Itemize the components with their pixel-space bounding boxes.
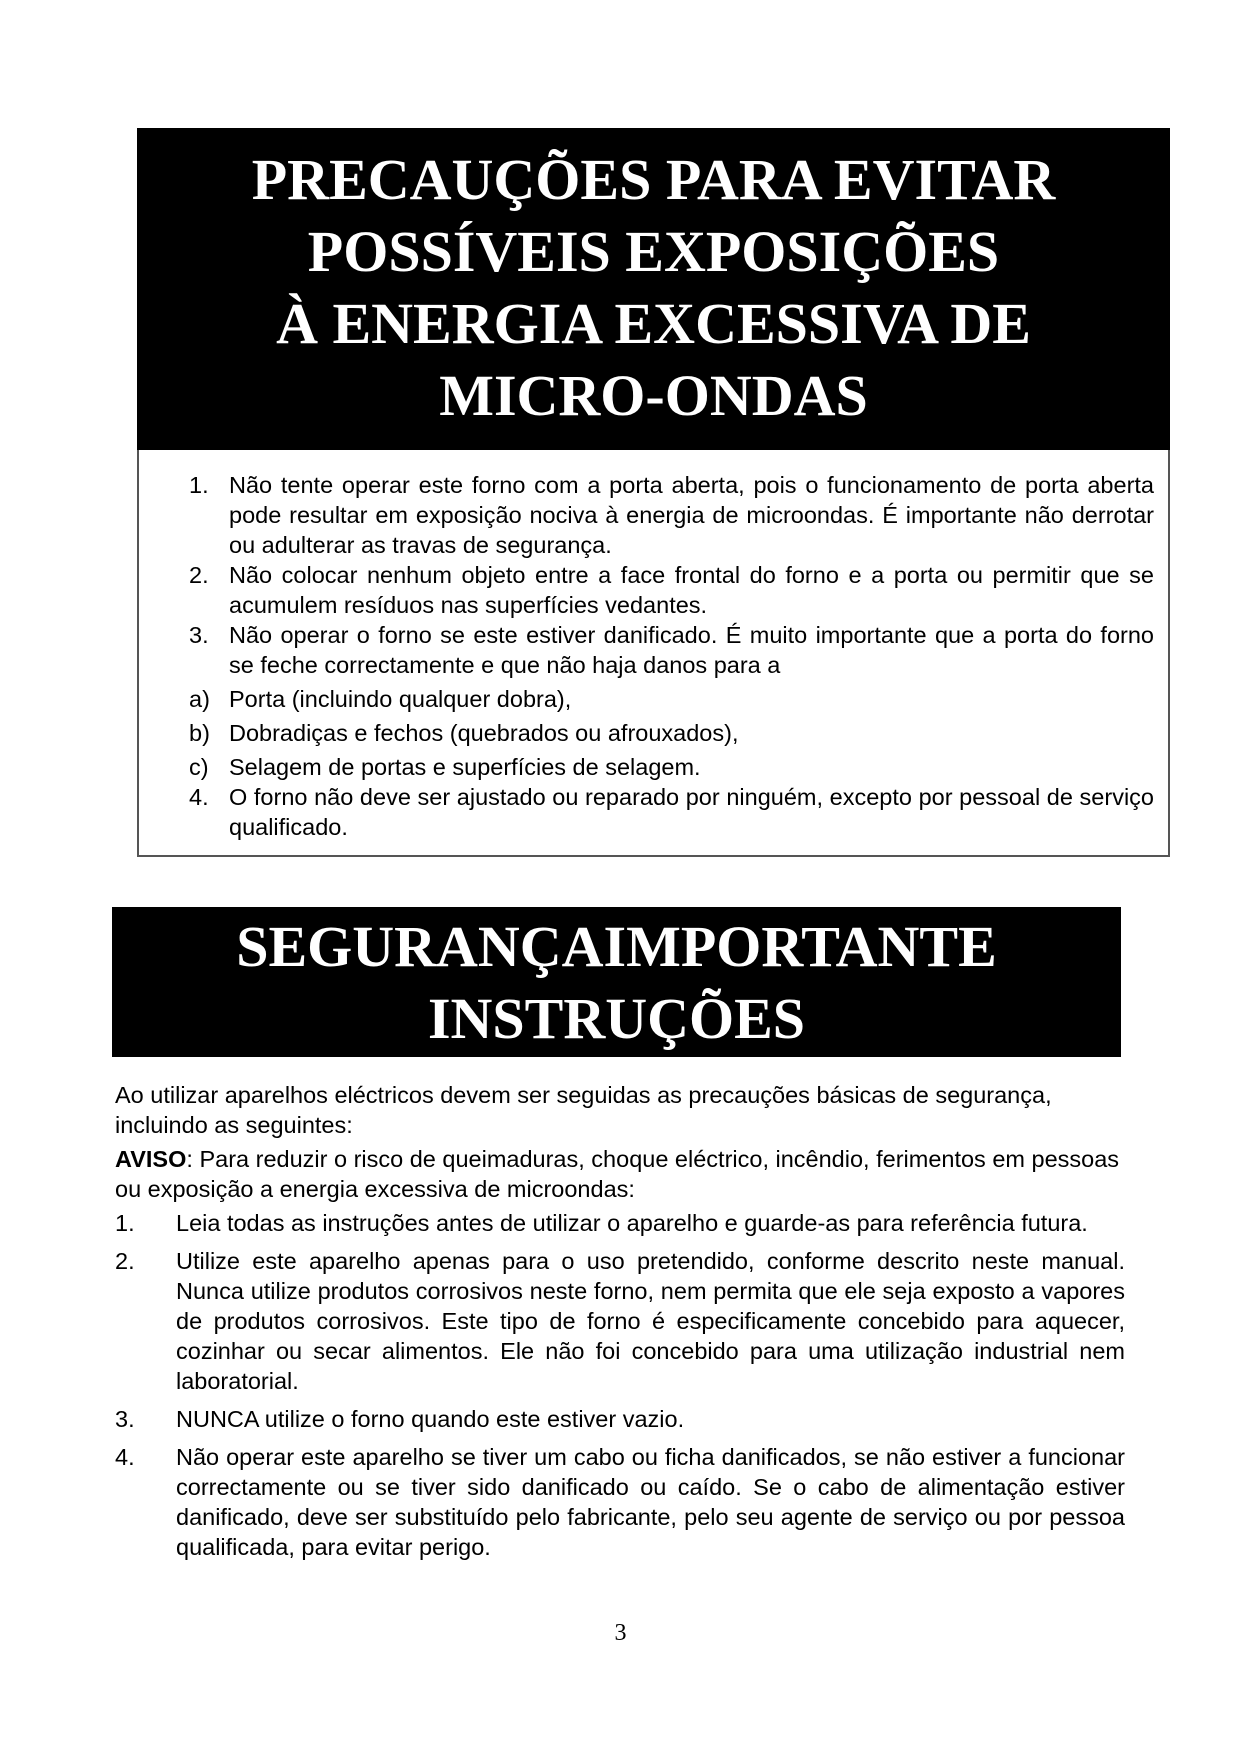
list-item	[189, 560, 1154, 620]
item-number: 4.	[115, 1444, 135, 1470]
item-text: Utilize este aparelho apenas para o uso pretendido, conforme descrito neste manual. Nunca utilize produtos corrosivos neste forno, nem permita que ele seja exposto a vapores de produtos corrosivos. Este tipo de forno é especificamente concebido para aquecer, cozinhar ou secar alimentos. Ele não foi concebido para uma utilização industrial nem laboratorial.	[176, 1248, 1125, 1394]
item-text: Leia todas as instruções antes de utilizar o aparelho e guarde-as para referência futura.	[176, 1210, 1088, 1236]
item-number: b)	[189, 720, 210, 746]
list-item	[115, 1208, 1125, 1238]
list-item	[189, 470, 1154, 560]
item-number: 3.	[189, 622, 209, 648]
item-number: 3.	[115, 1406, 135, 1432]
item-number: 1.	[189, 472, 209, 498]
item-text: Não tente operar este forno com a porta aberta, pois o funcionamento de porta aberta pode resultar em exposição nociva à energia de microondas. É importante não derrotar ou adulterar as travas de segurança.	[229, 472, 1154, 558]
list-item	[189, 782, 1154, 842]
precautions-heading	[137, 128, 1170, 450]
warning-paragraph	[115, 1144, 1125, 1204]
warning-label: AVISO	[115, 1146, 187, 1172]
list-item	[189, 718, 1154, 748]
heading-line: MICRO-ONDAS	[439, 363, 868, 428]
item-text: Não operar o forno se este estiver danificado. É muito importante que a porta do forno se feche correctamente e que não haja danos para a	[229, 622, 1154, 678]
item-number: 1.	[115, 1210, 135, 1236]
item-text: NUNCA utilize o forno quando este estiver vazio.	[176, 1406, 685, 1432]
safety-instructions	[115, 1080, 1125, 1562]
list-item	[115, 1404, 1125, 1434]
heading-line: PRECAUÇÕES PARA EVITAR	[251, 147, 1056, 212]
item-number: a)	[189, 686, 210, 712]
heading-line: SEGURANÇAIMPORTANTE	[236, 914, 997, 979]
item-number: 4.	[189, 784, 209, 810]
precautions-list	[137, 450, 1170, 857]
list-item	[189, 684, 1154, 714]
intro-paragraph: Ao utilizar aparelhos eléctricos devem ser seguidas as precauções básicas de segurança, incluindo as seguintes:	[115, 1082, 1052, 1138]
heading-line: POSSÍVEIS EXPOSIÇÕES	[307, 219, 1000, 284]
item-number: 2.	[189, 562, 209, 588]
item-text: Porta (incluindo qualquer dobra),	[229, 686, 572, 712]
page-number: 3	[614, 1620, 627, 1646]
list-item	[115, 1246, 1125, 1396]
item-text: Dobradiças e fechos (quebrados ou afrouxados),	[229, 720, 739, 746]
list-item	[189, 620, 1154, 680]
item-text: Não colocar nenhum objeto entre a face frontal do forno e a porta ou permitir que se acumulem resíduos nas superfícies vedantes.	[229, 562, 1154, 618]
heading-line: À ENERGIA EXCESSIVA DE	[276, 291, 1031, 356]
item-text: Selagem de portas e superfícies de selagem.	[229, 754, 701, 780]
warning-text: : Para reduzir o risco de queimaduras, choque eléctrico, incêndio, ferimentos em pessoas ou exposição a energia excessiva de microondas:	[115, 1146, 1120, 1202]
heading-line: INSTRUÇÕES	[427, 986, 806, 1051]
safety-heading	[112, 907, 1121, 1057]
item-text: O forno não deve ser ajustado ou reparado por ninguém, excepto por pessoal de serviço qualificado.	[229, 784, 1154, 840]
list-item	[189, 752, 1154, 782]
list-item	[115, 1442, 1125, 1562]
item-text: Não operar este aparelho se tiver um cabo ou ficha danificados, se não estiver a funcionar correctamente ou se tiver sido danificado ou caído. Se o cabo de alimentação estiver danificado, deve ser substituído pelo fabricante, pelo seu agente de serviço ou por pessoa qualificada, para evitar perigo.	[176, 1444, 1125, 1560]
item-number: 2.	[115, 1248, 135, 1274]
item-number: c)	[189, 754, 209, 780]
